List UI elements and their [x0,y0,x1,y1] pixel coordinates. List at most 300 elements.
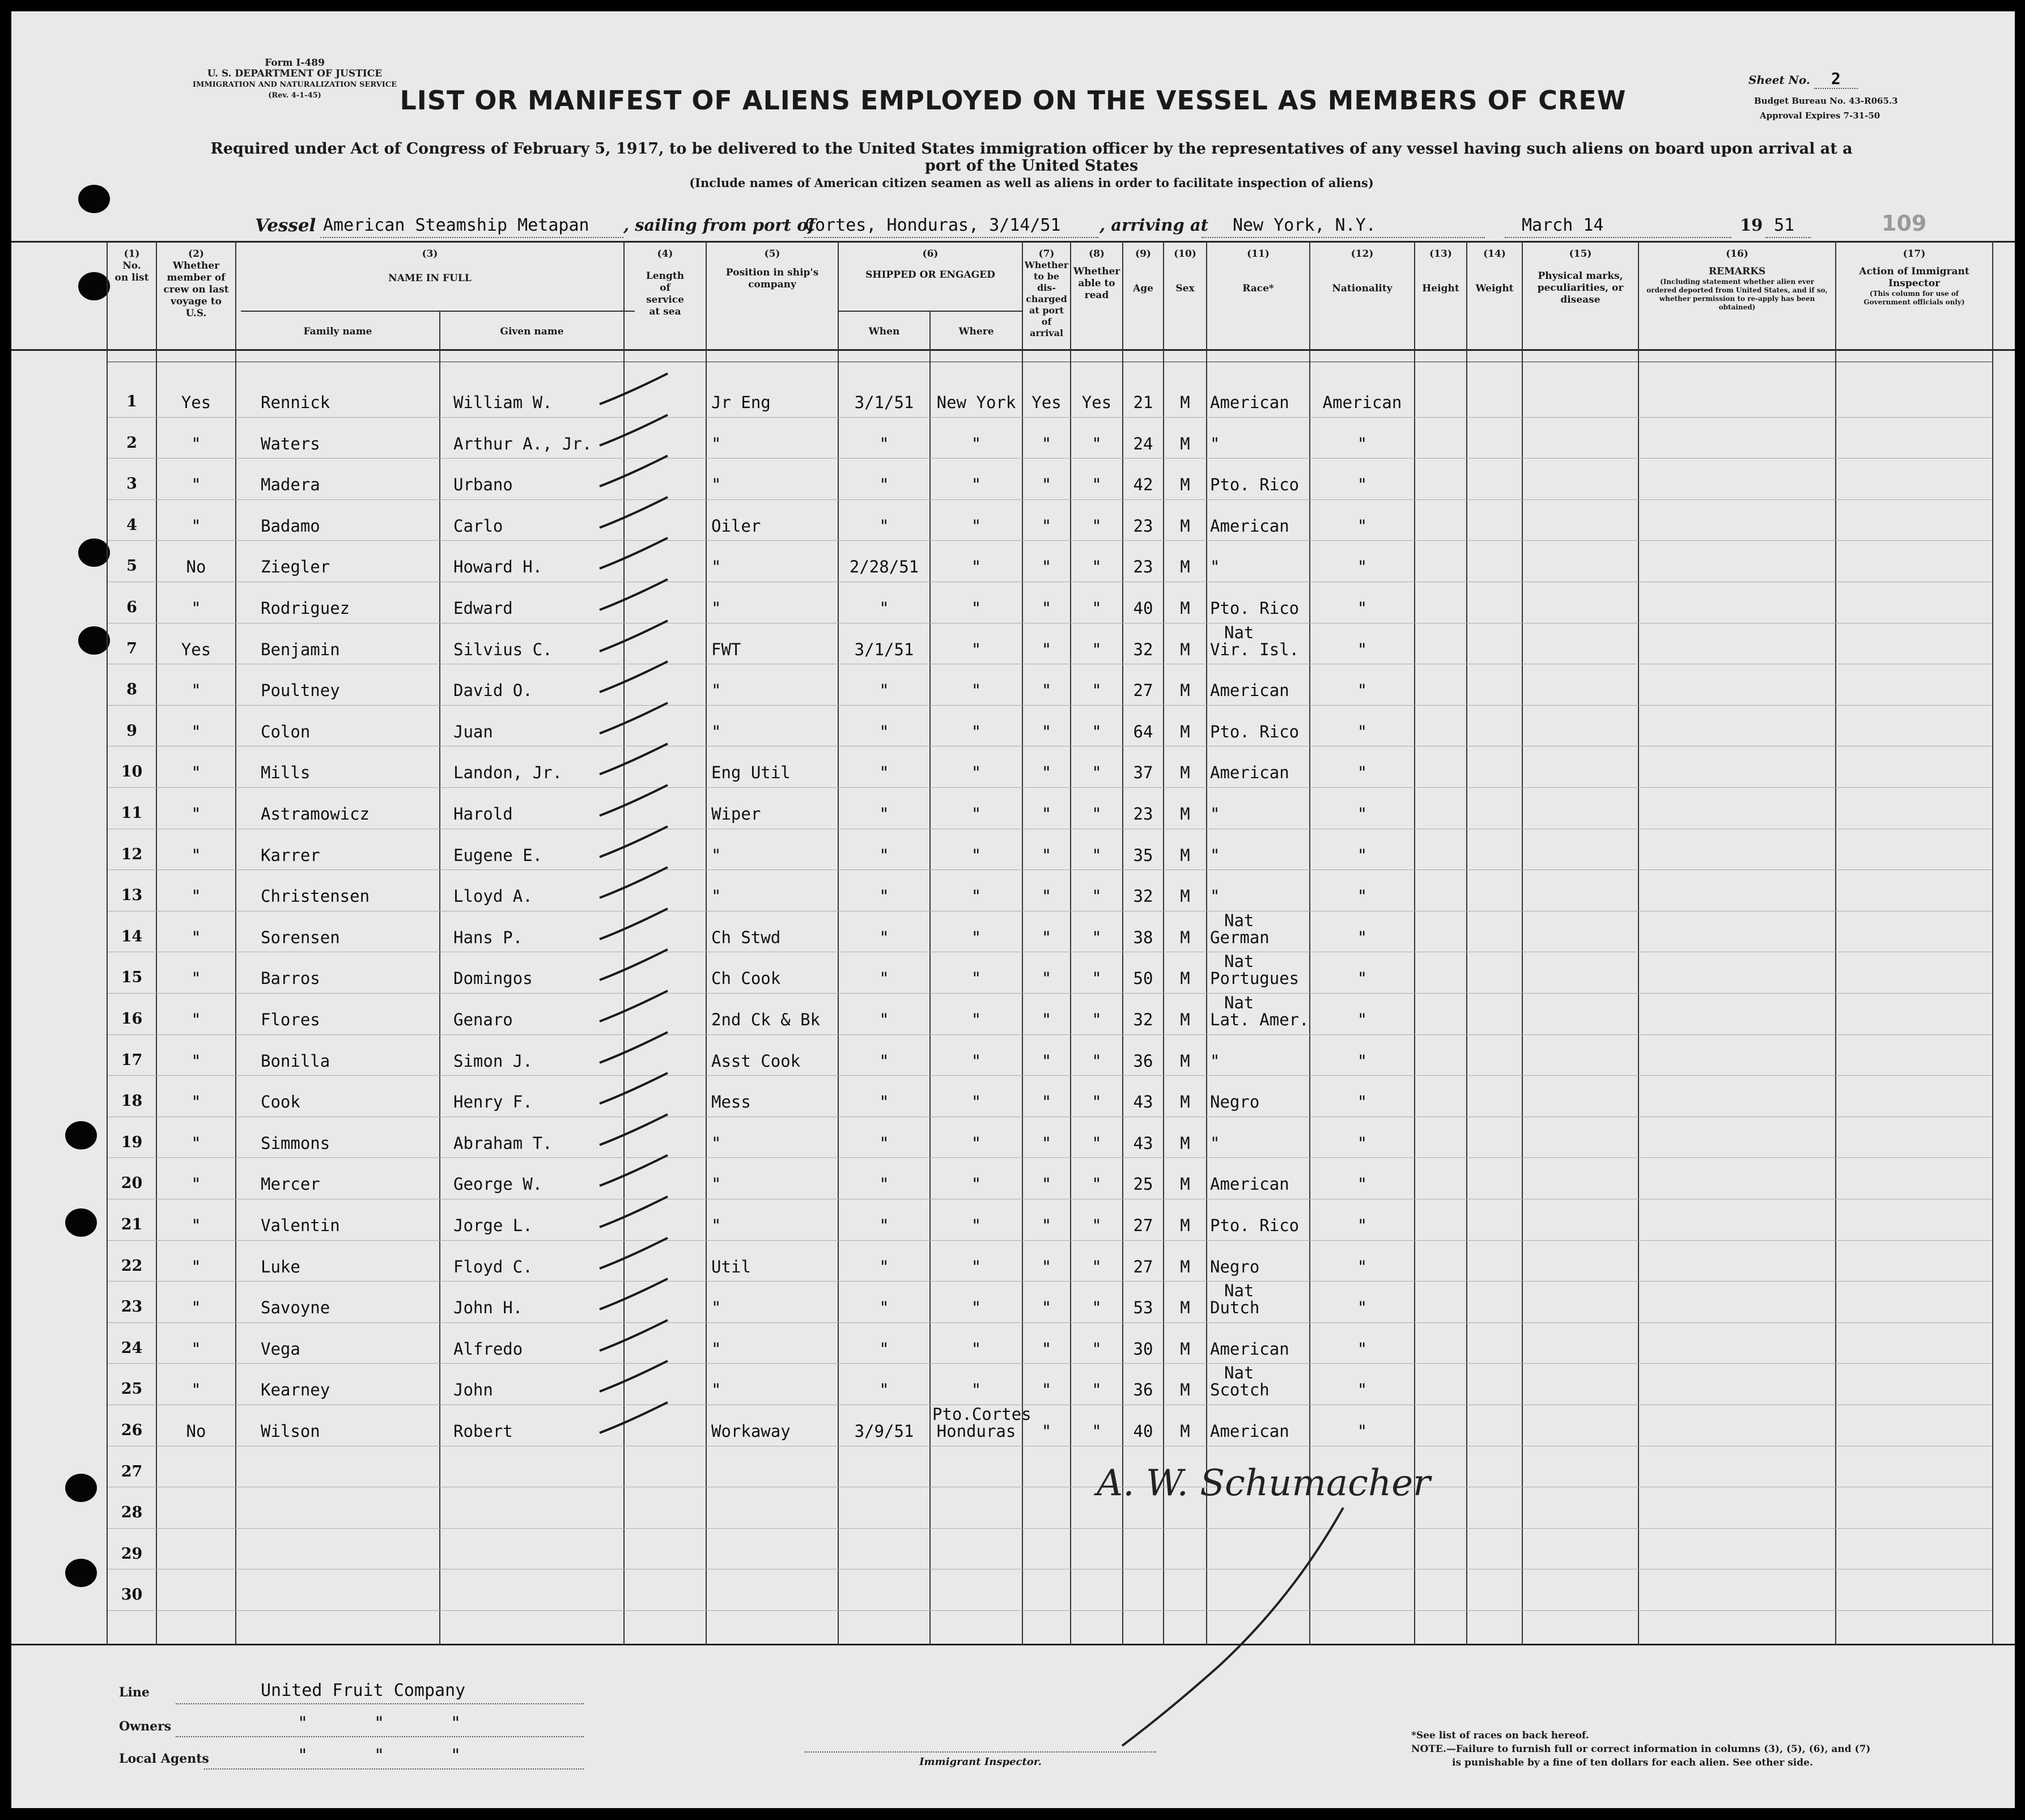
row-rule [108,993,1992,994]
nationality: " [1357,1051,1368,1071]
shipped-when: " [879,475,889,495]
shipped-where: " [971,1380,982,1400]
arrival-year: 51 [1774,215,1795,235]
shipped-where: " [971,1298,982,1318]
row-number: 5 [126,557,137,575]
service-check-mark [595,1152,674,1191]
sex: M [1180,1216,1190,1235]
shipped-when: " [879,1174,889,1194]
given-name: Alfredo [453,1339,523,1359]
race-prefix: Nat [1224,622,1254,642]
signature-text: A. W. Schumacher [1097,1462,1430,1504]
discharged: " [1041,1216,1052,1235]
nationality: " [1357,763,1368,783]
race: " [1210,1051,1220,1071]
discharged: " [1041,886,1052,906]
shipped-where: " [971,804,982,824]
able-to-read: " [1092,927,1102,947]
race: " [1210,804,1220,824]
nationality: " [1357,681,1368,701]
shipped-when: " [879,722,889,741]
shipped-where: " [971,1216,982,1235]
given-name: Robert [453,1422,513,1441]
given-name: David O. [453,681,533,701]
punch-hole [65,1559,97,1587]
row-rule [108,499,1992,500]
sex: M [1180,722,1190,741]
row-number: 14 [121,927,143,945]
last-voyage: " [191,1010,201,1029]
able-to-read: " [1092,845,1102,865]
row-rule [108,787,1992,788]
discharged: " [1041,804,1052,824]
service-check-mark [595,1193,674,1233]
discharged: " [1041,1380,1052,1400]
sheet-number: Sheet No. 2 [1748,69,1858,88]
row-number: 17 [121,1051,143,1069]
sex: M [1180,1133,1190,1153]
age: 25 [1133,1174,1153,1194]
row-rule [108,1610,1992,1611]
family-name: Benjamin [261,639,340,659]
family-name: Mercer [261,1174,320,1194]
discharged: " [1041,1051,1052,1071]
arrival-date: March 14 [1522,215,1604,235]
last-voyage: " [191,599,201,618]
row-number: 10 [121,763,143,781]
race: Portugues [1210,969,1300,989]
col-header-family-name: Family name [303,326,372,337]
shipped-when: " [879,1216,889,1235]
nationality: " [1357,434,1368,453]
age: 43 [1133,1092,1153,1112]
last-voyage: " [191,804,201,824]
position: Jr Eng [711,393,771,412]
given-name: Genaro [453,1010,513,1029]
col-header-last-voyage: (2) Whether member of crew on last voyage to U.S. [163,248,229,319]
form-identifier: Form I-489 U. S. DEPARTMENT OF JUSTICE IMMIGRATION AND NATURALIZATION SERVICE (Rev. 4-1-45) [192,57,397,100]
discharged: " [1041,639,1052,659]
able-to-read: " [1092,763,1102,783]
departure-port: Cortes, Honduras, 3/14/51 [805,215,1061,235]
family-name: Madera [261,475,320,495]
race-prefix: Nat [1224,1281,1254,1301]
family-name: Vega [261,1339,300,1359]
able-to-read: " [1092,639,1102,659]
given-name: Landon, Jr. [453,763,563,783]
row-number: 22 [121,1257,143,1275]
family-name: Colon [261,722,311,741]
age: 30 [1133,1339,1153,1359]
sex: M [1180,599,1190,618]
able-to-read: " [1092,1339,1102,1359]
col-header-height: (13) Height [1422,248,1459,294]
service-check-mark [595,411,674,451]
punch-hole [78,538,110,567]
service-check-mark [595,1317,674,1356]
position: Mess [711,1092,751,1112]
race: Vir. Isl. [1210,639,1300,659]
given-name: Abraham T. [453,1133,553,1153]
punch-hole [78,626,110,655]
shipped-when: " [879,1092,889,1112]
last-voyage: No [186,1422,206,1441]
col-header-nationality: (12) Nationality [1332,248,1393,294]
given-name: Harold [453,804,513,824]
family-name: Simmons [261,1133,330,1153]
service-check-mark [595,946,674,986]
sex: M [1180,845,1190,865]
nationality: " [1357,1010,1368,1029]
discharged: " [1041,434,1052,453]
nationality: " [1357,1380,1368,1400]
able-to-read: Yes [1081,393,1112,412]
family-name: Savoyne [261,1298,330,1318]
discharged: " [1041,763,1052,783]
col-header-name: (3) NAME IN FULL [388,248,472,284]
row-number: 23 [121,1298,143,1316]
nationality: " [1357,475,1368,495]
sex: M [1180,434,1190,453]
able-to-read: " [1092,475,1102,495]
discharged: " [1041,475,1052,495]
age: 32 [1133,1010,1153,1029]
position: " [711,1216,721,1235]
race: American [1210,1422,1289,1441]
age: 43 [1133,1133,1153,1153]
sex: M [1180,1422,1190,1441]
family-name: Sorensen [261,927,340,947]
sex: M [1180,1010,1190,1029]
family-name: Barros [261,969,320,989]
discharged: " [1041,1092,1052,1112]
able-to-read: " [1092,804,1102,824]
last-voyage: " [191,681,201,701]
row-number: 24 [121,1339,143,1357]
position: Util [711,1257,751,1276]
family-name: Kearney [261,1380,330,1400]
position: Asst Cook [711,1051,801,1071]
shipped-when: 3/1/51 [854,639,914,659]
sex: M [1180,1257,1190,1276]
discharged: " [1041,845,1052,865]
age: 23 [1133,516,1153,536]
discharged: " [1041,516,1052,536]
last-voyage: " [191,1216,201,1235]
family-name: Cook [261,1092,300,1112]
able-to-read: " [1092,886,1102,906]
punch-hole [78,272,110,300]
punch-hole [65,1208,97,1237]
shipped-where-prefix: Pto.Cortes [932,1405,1031,1424]
col-header-no: (1) No. on list [114,248,149,283]
punch-hole [65,1121,97,1149]
shipped-where: " [971,763,982,783]
shipped-when: " [879,1133,889,1153]
able-to-read: " [1092,722,1102,741]
position: Wiper [711,804,761,824]
given-name: Simon J. [453,1051,533,1071]
row-rule [108,705,1992,706]
service-check-mark [595,658,674,698]
nationality: " [1357,599,1368,618]
position: Ch Stwd [711,927,781,947]
family-name: Waters [261,434,320,453]
age: 32 [1133,639,1153,659]
age: 21 [1133,393,1153,412]
shipped-where: " [971,1257,982,1276]
age: 27 [1133,1216,1153,1235]
sex: M [1180,886,1190,906]
nationality: " [1357,557,1368,577]
sex: M [1180,1051,1190,1071]
able-to-read: " [1092,1133,1102,1153]
discharged: " [1041,1339,1052,1359]
last-voyage: " [191,886,201,906]
discharged: " [1041,1174,1052,1194]
last-voyage: " [191,1051,201,1071]
shipped-where: " [971,969,982,989]
col-header-read: (8) Whether able to read [1073,248,1120,301]
last-voyage: " [191,845,201,865]
sex: M [1180,1092,1190,1112]
race: " [1210,434,1220,453]
service-check-mark [595,617,674,657]
nationality: " [1357,804,1368,824]
col-header-where: Where [958,326,994,337]
family-name: Ziegler [261,557,330,577]
sex: M [1180,1298,1190,1318]
shipped-where: " [971,557,982,577]
col-header-position: (5) Position in ship's company [725,248,819,290]
shipped-where: " [971,1133,982,1153]
race: Dutch [1210,1298,1260,1318]
able-to-read: " [1092,1174,1102,1194]
row-rule [108,1157,1992,1158]
position: " [711,434,721,453]
able-to-read: " [1092,1010,1102,1029]
service-check-mark [595,699,674,739]
subtitle: Required under Act of Congress of February 5, 1917, to be delivered to the United States immigration officer by the representatives of any vessel having such aliens on board upon arrival at a port of the United States (Include names of American citizen seamen as well as aliens in order to facilitate inspection of aliens) [210,140,1853,190]
age: 27 [1133,681,1153,701]
shipped-where: New York [936,393,1016,412]
position: " [711,599,721,618]
col-header-inspector-action: (17) Action of Immigrant Inspector (This column for use of Government officials only) [1859,248,1969,306]
row-number: 29 [121,1545,143,1563]
race-prefix: Nat [1224,952,1254,971]
arrival-port: New York, N.Y. [1233,215,1376,235]
row-number: 25 [121,1380,143,1398]
sex: M [1180,804,1190,824]
discharged: " [1041,969,1052,989]
sex: M [1180,516,1190,536]
position: Ch Cook [711,969,781,989]
shipped-when: " [879,886,889,906]
service-check-mark [595,534,674,574]
row-rule [108,1240,1992,1241]
row-number: 4 [126,516,137,534]
able-to-read: " [1092,1298,1102,1318]
given-name: Lloyd A. [453,886,533,906]
shipped-where: " [971,1010,982,1029]
punch-hole [78,185,110,213]
last-voyage: " [191,1298,201,1318]
shipped-when: " [879,1380,889,1400]
shipped-where: " [971,1092,982,1112]
race: German [1210,927,1270,947]
sex: M [1180,1339,1190,1359]
nationality: " [1357,845,1368,865]
given-name: George W. [453,1174,543,1194]
shipped-where: " [971,1339,982,1359]
family-name: Valentin [261,1216,340,1235]
age: 53 [1133,1298,1153,1318]
shipped-when: 3/1/51 [854,393,914,412]
last-voyage: No [186,557,206,577]
last-voyage: " [191,1174,201,1194]
able-to-read: " [1092,1422,1102,1441]
service-check-mark [595,740,674,780]
service-check-mark [595,1111,674,1151]
last-voyage: " [191,434,201,453]
race: Negro [1210,1092,1260,1112]
nationality: " [1357,722,1368,741]
race: Pto. Rico [1210,599,1300,618]
row-number: 9 [126,722,137,740]
row-number: 16 [121,1010,143,1028]
inspector-label: Immigrant Inspector. [919,1756,1042,1768]
last-voyage: " [191,1133,201,1153]
able-to-read: " [1092,516,1102,536]
age: 36 [1133,1051,1153,1071]
last-voyage: " [191,516,201,536]
last-voyage: " [191,1257,201,1276]
row-number: 1 [126,393,137,410]
position: " [711,681,721,701]
race: American [1210,1174,1289,1194]
family-name: Poultney [261,681,340,701]
discharged: " [1041,1422,1052,1441]
manifest-sheet: Form I-489 U. S. DEPARTMENT OF JUSTICE IMMIGRATION AND NATURALIZATION SERVICE (Rev. 4-1-45) Sheet No. 2 Budget Bureau No. 43-R065.3 Approval Expires 7-31-50 LIST OR MANIFEST OF ALIENS EMPLOYED ON THE VESSEL AS MEMBERS OF CREW Required under Act of Congress of February 5, 1917, to be delivered to the United States immigration officer by the representatives of any vessel having such aliens on board upon arrival at a port of the United States (Include names of American citizen seamen as well as aliens in order to facilitate inspection of aliens) Vessel American Steamship Metapan , sailing from port of Cortes, Honduras, 3/14/51 , arriving at New York, N.Y. March 14 19 51 109 (1) No. on list (2) Whether member of crew on last voyage to U.S. (3) NAME IN FULL Family name Given name (4) Length of service at sea (5) Position in ship's company (6) SHIPPED OR ENGAGED When Where (7) Whether to be dis-charged at port of arrival (8) Whether able to read (9) Age (10) Sex (11) Race* (12) Nationality (13) Height (14) Weight (15) Physical marks, peculiarities, or disease (16) REMARKS (Including statement whether alien ever ordered deported from United States, and if so, whether permission to re-apply has been obtained) (17) Action of Immigrant Inspector (This column for use of Government officials only) 1 Yes Rennick William W. Jr Eng 3/1/51 New York Yes Yes 21 M American American 2 " Waters Arthur A., Jr. " " " " " 24 M " " 3 " Madera Urbano " " " " " 42 M Pto. Rico " 4 " Badamo Carlo Oiler " " " " 23 M American " 5 No Ziegler Howard H. " 2/28/51 " " " 23 M " " 6 " Rodriguez Edward " " " " " 40 M Pto. Rico " 7 Yes Benjamin Silvius C. FWT 3/1/51 " " " 32 M Vir. Isl. " Nat 8 " Poultney David O. " " " " " 27 M American " 9 " Colon Juan " " " " " 64 M Pto. Rico " 10 " Mills Landon, Jr. Eng Util " " " " 37 M American " 11 " Astramowicz Harold Wiper " " " " 23 M " " 12 " Karrer Eugene E. " " " " " 35 M " " 13 " Christensen Lloyd A. " " " " " 32 M " " 14 " Sorensen Hans P. Ch Stwd " " " " 38 M German " Nat 15 " Barros Domingos Ch Cook " " " " 50 M Portugues " Nat 16 " Flores Genaro 2nd Ck & Bk " " " " 32 M Lat. Amer. " Nat 17 " Bonilla Simon J. Asst Cook " " " " 36 M " " 18 " Cook Henry F. Mess " " " " 43 M Negro " 19 " Simmons Abraham T. " " " " " 43 M " " 20 " Mercer George W. " " " " " 25 M American " 21 " Valentin Jorge L. " " " " " 27 M Pto. Rico " 22 " Luke Floyd C. Util " " " " 27 M Negro " 23 " Savoyne John H. " " " " " 53 M Dutch " Nat 24 " Vega Alfredo " " " " " 30 M American " 25 " Kearney John " " " " " 36 M Scotch " Nat 26 No Wilson Robert Workaway 3/9/51 Honduras " " 40 M American " Pto.Cortes 27 28 29 30 A. W. Schumacher Line United Fruit Company Owners " " " Local Agents " " " Immigrant Inspector. *See list of races on back hereof. NOTE.—Failure to furnish full or correct information in columns (3), (5), (6), and (7) is punishable by a fine of ten dollars for each alien. See other side. [11,11,2015,1808]
position: " [711,1298,721,1318]
shipped-where: " [971,1174,982,1194]
sex: M [1180,557,1190,577]
able-to-read: " [1092,434,1102,453]
given-name: Silvius C. [453,639,553,659]
sex: M [1180,681,1190,701]
vessel-line: Vessel American Steamship Metapan , sailing from port of Cortes, Honduras, 3/14/51 , arriving at New York, N.Y. March 14 19 51 109 [11,214,2015,243]
given-name: Arthur A., Jr. [453,434,592,453]
sex: M [1180,969,1190,989]
col-header-remarks: (16) REMARKS (Including statement whether alien ever ordered deported from United States, and if so, whether permission to re-apply has been obtained) [1646,248,1828,311]
position: " [711,1380,721,1400]
given-name: Urbano [453,475,513,495]
family-name: Rodriguez [261,599,350,618]
able-to-read: " [1092,599,1102,618]
last-voyage: " [191,1380,201,1400]
col-header-physical-marks: (15) Physical marks, peculiarities, or disease [1537,248,1624,306]
position: " [711,1339,721,1359]
shipped-when: " [879,845,889,865]
race: " [1210,845,1220,865]
row-number: 11 [121,804,143,822]
discharged: " [1041,1133,1052,1153]
race: Lat. Amer. [1210,1010,1309,1029]
position: " [711,557,721,577]
nationality: " [1357,1257,1368,1276]
line-company: United Fruit Company [261,1681,466,1700]
vessel-name: American Steamship Metapan [323,215,589,235]
row-rule [108,1034,1992,1035]
able-to-read: " [1092,557,1102,577]
row-number: 2 [126,434,137,452]
col-header-shipped: (6) SHIPPED OR ENGAGED [865,248,995,281]
nationality: " [1357,927,1368,947]
sex: M [1180,393,1190,412]
discharged: " [1041,1257,1052,1276]
shipped-where: " [971,886,982,906]
discharged: " [1041,681,1052,701]
service-check-mark [595,1029,674,1068]
shipped-when: " [879,599,889,618]
page-stamp: 109 [1882,211,1927,236]
sex: M [1180,475,1190,495]
row-number: 28 [121,1504,143,1522]
given-name: Floyd C. [453,1257,533,1276]
family-name: Astramowicz [261,804,370,824]
last-voyage: " [191,763,201,783]
race: American [1210,763,1289,783]
last-voyage: " [191,969,201,989]
shipped-when: " [879,1051,889,1071]
nationality: American [1322,393,1402,412]
race: American [1210,1339,1289,1359]
last-voyage: " [191,1092,201,1112]
row-rule [108,869,1992,870]
col-header-age: (9) Age [1133,248,1153,294]
nationality: " [1357,1216,1368,1235]
row-rule [108,458,1992,459]
position: " [711,1174,721,1194]
age: 64 [1133,722,1153,741]
shipped-when: " [879,1010,889,1029]
given-name: Jorge L. [453,1216,533,1235]
age: 42 [1133,475,1153,495]
given-name: John [453,1380,493,1400]
nationality: " [1357,1339,1368,1359]
family-name: Rennick [261,393,330,412]
shipped-where: " [971,722,982,741]
row-rule [108,1528,1992,1529]
shipped-when: " [879,1339,889,1359]
shipped-when: " [879,434,889,453]
row-number: 3 [126,475,137,493]
shipped-when: 2/28/51 [849,557,919,577]
shipped-when: " [879,969,889,989]
shipped-where: " [971,516,982,536]
race: American [1210,681,1289,701]
age: 37 [1133,763,1153,783]
race: American [1210,393,1289,412]
given-name: Edward [453,599,513,618]
age: 23 [1133,557,1153,577]
family-name: Badamo [261,516,320,536]
discharged: Yes [1031,393,1062,412]
col-header-weight: (14) Weight [1475,248,1514,294]
shipped-where: " [971,475,982,495]
row-rule [108,1281,1992,1282]
family-name: Karrer [261,845,320,865]
